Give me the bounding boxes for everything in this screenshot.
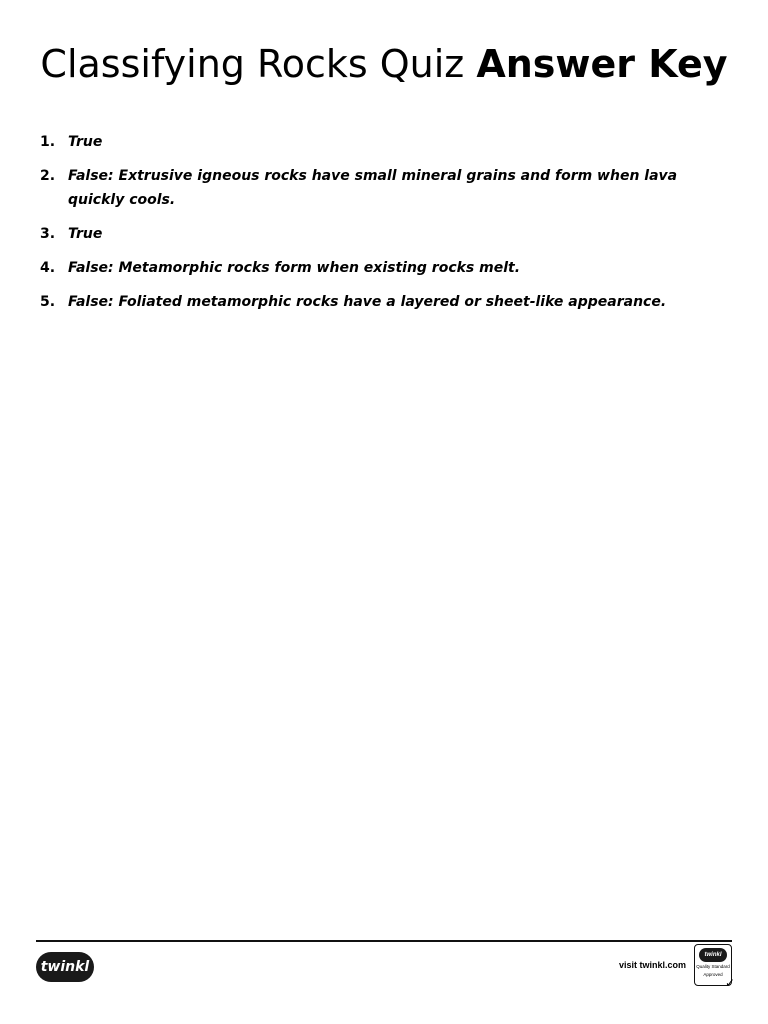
quality-badge bbox=[694, 944, 735, 990]
answer-number: 4. bbox=[40, 260, 56, 276]
answer-list bbox=[40, 130, 680, 324]
answer-item-5 bbox=[40, 290, 680, 314]
answer-text: True bbox=[68, 226, 103, 242]
badge-line-1: Quality Standard bbox=[696, 964, 730, 969]
answer-item-3 bbox=[40, 222, 680, 246]
answer-item-1 bbox=[40, 130, 680, 154]
answer-text: False: Foliated metamorphic rocks have a layered or sheet-like appearance. bbox=[68, 294, 667, 310]
answer-item-4 bbox=[40, 256, 680, 280]
page-title bbox=[0, 40, 768, 88]
answer-number: 1. bbox=[40, 134, 56, 150]
title-answer-key: Answer Key bbox=[476, 42, 728, 86]
answer-text: False: Extrusive igneous rocks have small mineral grains and form when lava quickly cools. bbox=[68, 168, 678, 208]
footer-divider bbox=[36, 940, 732, 942]
answer-text: False: Metamorphic rocks form when existing rocks melt. bbox=[68, 260, 521, 276]
visit-link[interactable]: visit twinkl.com bbox=[618, 960, 686, 970]
twinkl-logo[interactable]: twinkl bbox=[36, 952, 94, 982]
check-icon: ✓ bbox=[724, 976, 735, 990]
answer-item-2 bbox=[40, 164, 680, 212]
badge-line-2: Approved bbox=[703, 972, 723, 977]
answer-number: 2. bbox=[40, 168, 56, 184]
answer-number: 3. bbox=[40, 226, 56, 242]
title-text: Classifying Rocks Quiz bbox=[40, 42, 465, 86]
badge-logo: twinkl bbox=[699, 948, 727, 962]
answer-number: 5. bbox=[40, 294, 56, 310]
answer-text: True bbox=[68, 134, 103, 150]
